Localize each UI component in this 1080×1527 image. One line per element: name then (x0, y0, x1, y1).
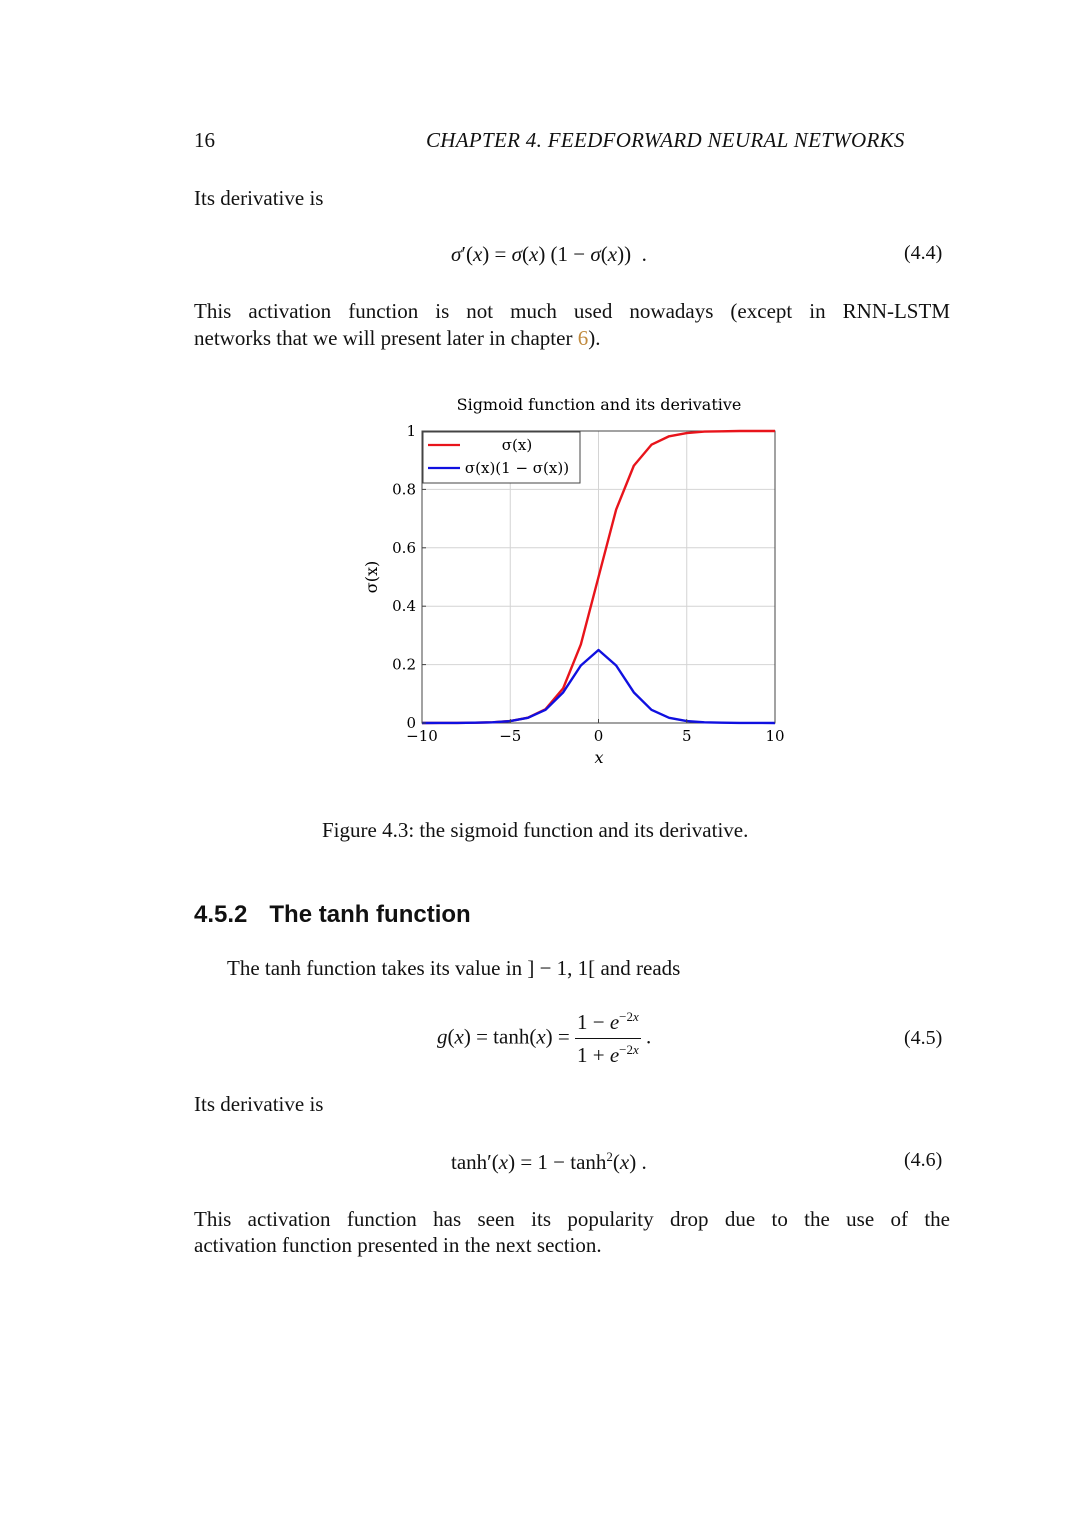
section-number: 4.5.2 (194, 901, 248, 928)
paragraph-line: This activation function has seen its popularity drop due to the use of the (194, 1207, 950, 1231)
paragraph-derivative-intro: Its derivative is (194, 186, 324, 210)
y-tick-label: 0.8 (392, 480, 416, 499)
running-header: CHAPTER 4. FEEDFORWARD NEURAL NETWORKS (426, 128, 905, 152)
paragraph-text: The tanh function takes its value in (227, 956, 528, 980)
y-axis-label: σ(x) (362, 560, 381, 594)
interval: ] − 1, 1[ (527, 956, 596, 980)
x-axis-label: x (594, 748, 604, 767)
equation-4-6: $\tanh'(x) = 1 - \tanh^2(x)$ . (451, 1149, 647, 1174)
paragraph-tanh-derivative-intro: Its derivative is (194, 1092, 324, 1116)
paragraph-text: networks that we will present later in chapter (194, 326, 578, 350)
paragraph-line: activation function presented in the next section. (194, 1233, 602, 1257)
page-number: 16 (194, 128, 215, 152)
y-tick-label: 0 (406, 714, 416, 732)
x-tick-label: 10 (765, 727, 785, 745)
equation-number-4-4: (4.4) (904, 242, 943, 264)
paragraph-text: and reads (595, 956, 681, 980)
x-tick-label: 0 (593, 727, 604, 745)
y-tick-label: 0.6 (392, 538, 416, 557)
fraction: $\frac{1 - e^{-2x}}{1 + e^{-2x}}$ (577, 1009, 639, 1067)
y-tick-label: 0.4 (392, 597, 416, 616)
equation-number-4-5: (4.5) (904, 1027, 943, 1049)
x-tick-label: 5 (681, 727, 692, 745)
paragraph-line: This activation function is not much used nowadays (except in RNN-LSTM (194, 299, 950, 323)
equation-4-4: σ′(x) = σ(x) (1 − σ(x)) . (451, 242, 647, 266)
sigmoid-chart (350, 385, 810, 775)
paragraph-line (194, 325, 600, 352)
y-tick-label: 1 (406, 422, 416, 440)
x-tick-label: −5 (499, 727, 522, 745)
chart-legend (423, 432, 580, 483)
x-tick-label: −10 (406, 727, 438, 745)
section-title: The tanh function (269, 901, 471, 928)
paragraph-text: ). (588, 326, 601, 350)
chapter-reference-link[interactable]: 6 (577, 326, 589, 350)
y-tick-label: 0.2 (392, 655, 416, 674)
figure-caption: Figure 4.3: the sigmoid function and its derivative. (322, 818, 749, 842)
paragraph-tanh-range (227, 955, 680, 982)
legend-label-derivative: σ(x)(1 − σ(x)) (464, 459, 570, 477)
section-heading (194, 901, 471, 929)
equation-4-5: g(x) = tanh(x) = $\frac{1 - e^{-2x}}{1 + e^{-2x}}$ . (437, 1009, 652, 1067)
equation-number-4-6: (4.6) (904, 1149, 943, 1171)
chart-title: Sigmoid function and its derivative (456, 395, 742, 414)
legend-label-sigmoid: σ(x) (501, 436, 533, 454)
